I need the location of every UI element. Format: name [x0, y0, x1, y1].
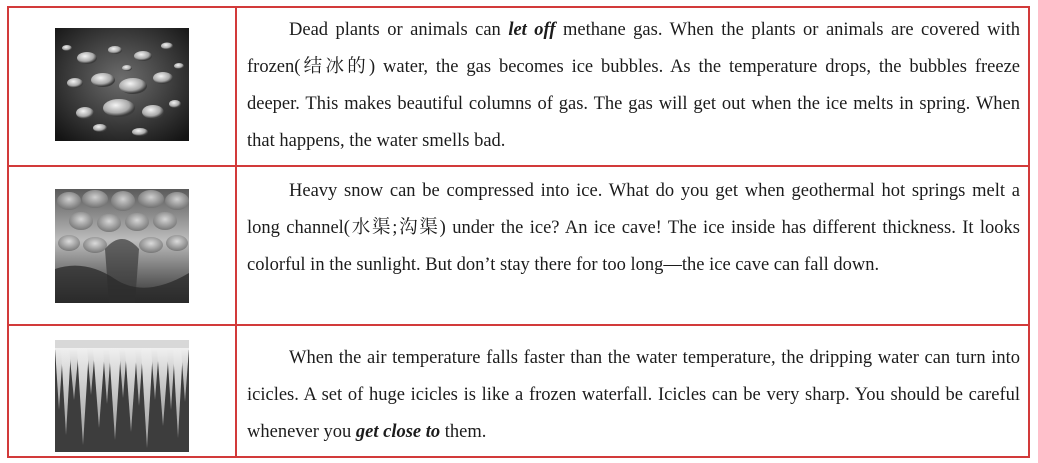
paragraph-icicles [247, 340, 1020, 451]
column-divider [235, 167, 237, 324]
ice-bubbles-photo [55, 28, 189, 141]
paragraph-ice-bubbles [247, 12, 1020, 160]
ice-cave-photo [55, 189, 189, 303]
paragraph-ice-cave [247, 173, 1020, 284]
table-row-ice-cave [9, 165, 1028, 324]
key-phrase: let off [508, 20, 556, 40]
paragraph-text: methane gas. When the plants or animals are covered with frozen(结冰的) water, the gas becomes ice bubbles. As the temperature drops, the bubbles freeze deeper. This makes beautiful columns of gas. The gas will get out when the ice melts in spring. When that happens, the water smells bad. [247, 20, 1020, 151]
table-row-ice-bubbles [9, 8, 1028, 165]
paragraph-text: them. [440, 422, 487, 442]
paragraph-text: When the air temperature falls faster than the water temperature, the dripping water can turn into icicles. A set of huge icicles is like a frozen waterfall. Icicles can be very sharp. You should be careful whenever you [247, 348, 1020, 442]
column-divider [235, 8, 237, 165]
paragraph-text: Heavy snow can be compressed into ice. What do you get when geothermal hot springs melt a long channel(水渠;沟渠) under the ice? An ice cave! The ice inside has different thickness. It looks colorful in the sunlight. But don’t stay there for too long—the ice cave can fall down. [247, 181, 1020, 275]
icicles-photo [55, 340, 189, 452]
table-row-icicles [9, 324, 1028, 456]
column-divider [235, 326, 237, 456]
key-phrase: get close to [355, 422, 441, 442]
paragraph-text: Dead plants or animals can [289, 20, 509, 40]
reading-table [7, 6, 1030, 458]
